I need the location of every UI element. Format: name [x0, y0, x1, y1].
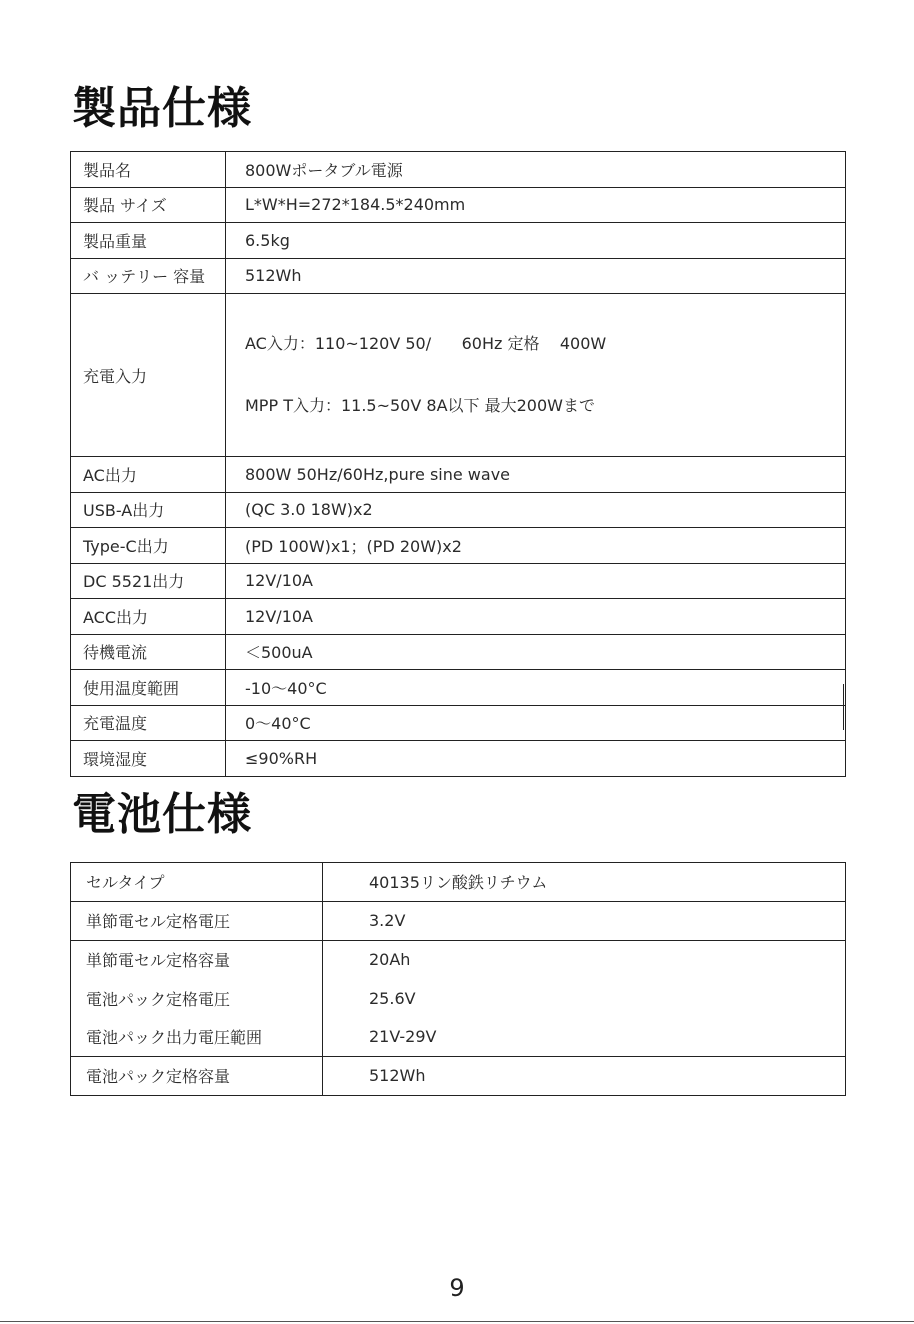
- battery-label: 電池パック定格電圧: [71, 979, 323, 1018]
- spec-value: [226, 294, 846, 457]
- table-row: [71, 863, 846, 902]
- spec-label: 待機電流: [71, 634, 226, 670]
- charge-input-ac-line: AC入力：110~120V 50/ 60Hz 定格 400W: [245, 334, 607, 353]
- spec-value: 6.5kg: [226, 223, 846, 259]
- table-row: [71, 294, 846, 457]
- spec-value: 12V/10A: [226, 563, 846, 599]
- battery-value: 512Wh: [323, 1056, 846, 1095]
- table-row: [71, 457, 846, 493]
- spec-label: 製品名: [71, 152, 226, 188]
- spec-value: (QC 3.0 18W)x2: [226, 492, 846, 528]
- table-row: [71, 1018, 846, 1057]
- table-border-extension: [843, 684, 844, 730]
- spec-value: ＜500uA: [226, 634, 846, 670]
- spec-label: 製品重量: [71, 223, 226, 259]
- page-bottom-divider: [0, 1321, 914, 1322]
- spec-label: ACC出力: [71, 599, 226, 635]
- spec-value: 0～40°C: [226, 705, 846, 741]
- battery-value: 25.6V: [323, 979, 846, 1018]
- battery-label: セルタイプ: [71, 863, 323, 902]
- spec-value: (PD 100W)x1；(PD 20W)x2: [226, 528, 846, 564]
- page-number: 9: [449, 1274, 465, 1302]
- spec-label: 製品 サイズ: [71, 187, 226, 223]
- spec-value: L*W*H=272*184.5*240mm: [226, 187, 846, 223]
- product-spec-heading: 製品仕様: [72, 83, 252, 134]
- table-row: [71, 528, 846, 564]
- table-row: [71, 634, 846, 670]
- table-row: [71, 670, 846, 706]
- battery-value: 21V-29V: [323, 1018, 846, 1057]
- table-row: [71, 152, 846, 188]
- table-row: [71, 741, 846, 777]
- charge-input-mppt-line: MPP T入力：11.5~50V 8A以下 最大200Wまで: [245, 396, 595, 415]
- spec-value: -10～40°C: [226, 670, 846, 706]
- table-row: [71, 1056, 846, 1095]
- battery-value: 40135リン酸鉄リチウム: [323, 863, 846, 902]
- battery-label: 電池パック定格容量: [71, 1056, 323, 1095]
- battery-value: 20Ah: [323, 940, 846, 979]
- table-row: [71, 940, 846, 979]
- battery-spec-table: [70, 862, 846, 1096]
- product-spec-table: [70, 151, 846, 777]
- battery-label: 単節電セル定格電圧: [71, 901, 323, 940]
- table-row: [71, 258, 846, 294]
- spec-label: 充電温度: [71, 705, 226, 741]
- table-row: [71, 901, 846, 940]
- spec-label: 使用温度範囲: [71, 670, 226, 706]
- spec-label: バ ッテリー 容量: [71, 258, 226, 294]
- table-row: [71, 223, 846, 259]
- spec-value: 512Wh: [226, 258, 846, 294]
- table-row: [71, 187, 846, 223]
- spec-label: 環境湿度: [71, 741, 226, 777]
- battery-spec-heading: 電池仕様: [72, 789, 252, 840]
- battery-label: 電池パック出力電圧範囲: [71, 1018, 323, 1057]
- spec-value: 800Wポータブル電源: [226, 152, 846, 188]
- spec-value: ≤90%RH: [226, 741, 846, 777]
- table-row: [71, 705, 846, 741]
- battery-label: 単節電セル定格容量: [71, 940, 323, 979]
- table-row: [71, 492, 846, 528]
- table-row: [71, 599, 846, 635]
- spec-label: DC 5521出力: [71, 563, 226, 599]
- table-row: [71, 563, 846, 599]
- spec-label: Type-C出力: [71, 528, 226, 564]
- spec-value: 800W 50Hz/60Hz,pure sine wave: [226, 457, 846, 493]
- battery-value: 3.2V: [323, 901, 846, 940]
- table-row: [71, 979, 846, 1018]
- spec-label: USB-A出力: [71, 492, 226, 528]
- spec-label: 充電入力: [71, 294, 226, 457]
- spec-value: 12V/10A: [226, 599, 846, 635]
- spec-label: AC出力: [71, 457, 226, 493]
